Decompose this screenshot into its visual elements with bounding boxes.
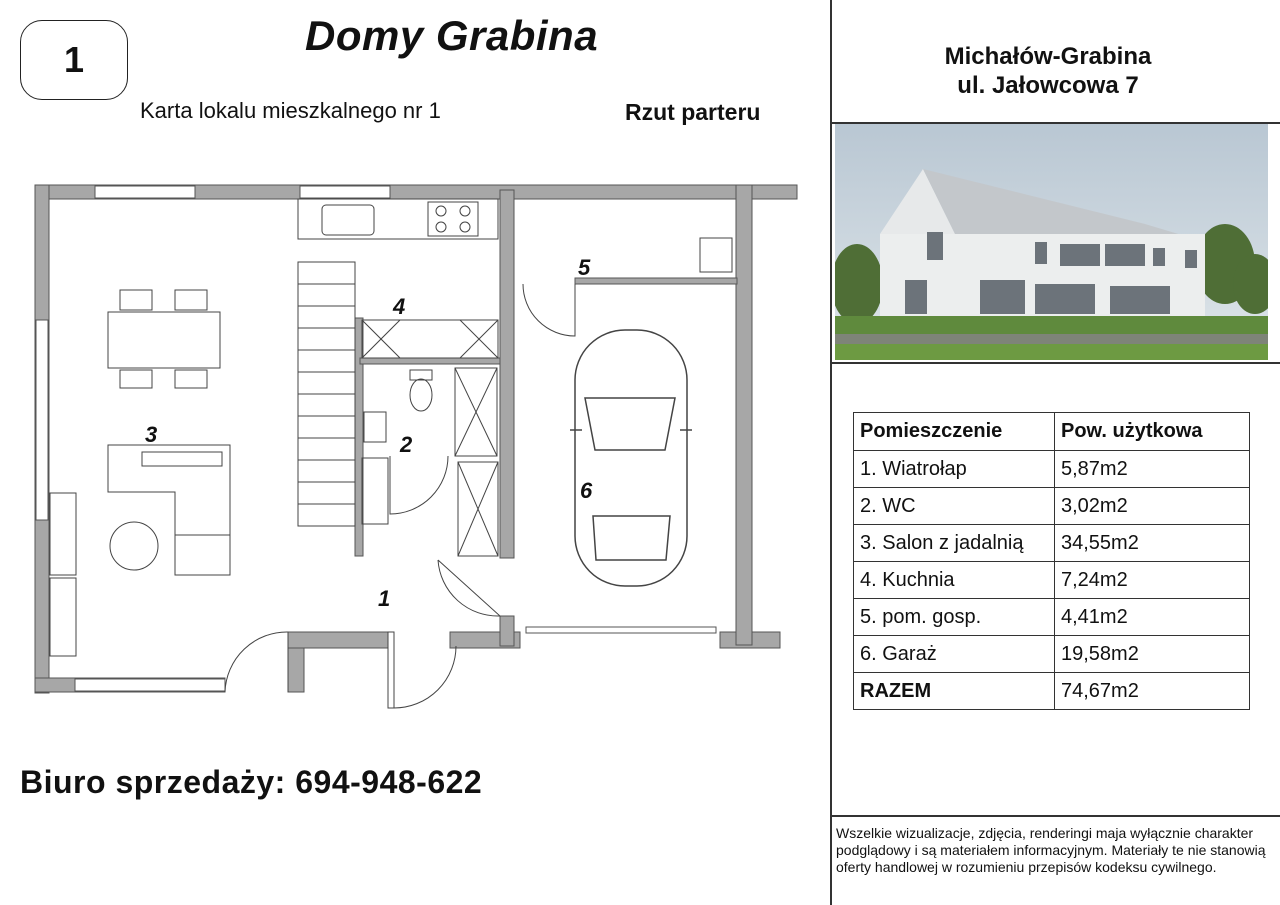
divider-mid <box>831 362 1280 364</box>
room-name: 6. Garaż <box>854 636 1055 673</box>
room-area: 19,58m2 <box>1055 636 1250 673</box>
wall-garage-left-lower <box>500 616 514 646</box>
area-table <box>853 412 1250 710</box>
table-row <box>854 525 1250 562</box>
room-area: 4,41m2 <box>1055 599 1250 636</box>
card-title: Karta lokalu mieszkalnego nr 1 <box>140 98 441 123</box>
header-area: Pow. użytkowa <box>1055 413 1250 451</box>
room-name: 1. Wiatrołap <box>854 451 1055 488</box>
location-line-1: Michałów-Grabina <box>944 43 1152 70</box>
room-area: 3,02m2 <box>1055 488 1250 525</box>
building-rendering <box>835 124 1268 360</box>
plan-label-5: 5 <box>578 255 591 280</box>
wall-wc-top <box>360 358 500 364</box>
table-header-row <box>854 413 1250 451</box>
room-name: 4. Kuchnia <box>854 562 1055 599</box>
plan-label-4: 4 <box>393 294 406 319</box>
floor-title: Rzut parteru <box>625 99 761 125</box>
table-total-row <box>854 673 1250 710</box>
room-area: 5,87m2 <box>1055 451 1250 488</box>
plan-label-3: 3 <box>145 422 158 447</box>
disclaimer-text: Wszelkie wizualizacje, zdjęcia, renderingi maja wyłącznie charakter podglądowy i są materiałem informacyjnym. Materiały te nie stanowią oferty handlowej w rozumieniu przepisów kodeksu cywilnego. <box>836 825 1266 875</box>
wall-utility <box>575 278 737 284</box>
location-line-2: ul. Jałowcowa 7 <box>957 72 1139 99</box>
wall-garage-left <box>500 190 514 558</box>
location-block <box>831 42 1265 100</box>
plan-label-6: 6 <box>580 478 593 503</box>
sales-office-phone: Biuro sprzedaży: 694-948-622 <box>20 764 483 800</box>
header-room: Pomieszczenie <box>854 413 1055 451</box>
table-row <box>854 599 1250 636</box>
divider-bottom <box>831 815 1280 817</box>
table-row <box>854 451 1250 488</box>
total-area: 74,67m2 <box>1055 673 1250 710</box>
divider-vertical <box>830 0 832 905</box>
table-row <box>854 488 1250 525</box>
room-area: 7,24m2 <box>1055 562 1250 599</box>
wall-garage-right <box>736 185 752 645</box>
room-name: 3. Salon z jadalnią <box>854 525 1055 562</box>
floor-plan <box>30 180 810 720</box>
table-row <box>854 562 1250 599</box>
total-label: RAZEM <box>854 673 1055 710</box>
room-name: 2. WC <box>854 488 1055 525</box>
unit-number-badge: 1 <box>20 20 128 100</box>
plan-label-1: 1 <box>378 586 391 611</box>
room-area: 34,55m2 <box>1055 525 1250 562</box>
plan-label-2: 2 <box>400 432 413 457</box>
table-row <box>854 636 1250 673</box>
room-name: 5. pom. gosp. <box>854 599 1055 636</box>
project-title: Domy Grabina <box>305 12 599 59</box>
wall-vestibule-top <box>288 632 388 648</box>
